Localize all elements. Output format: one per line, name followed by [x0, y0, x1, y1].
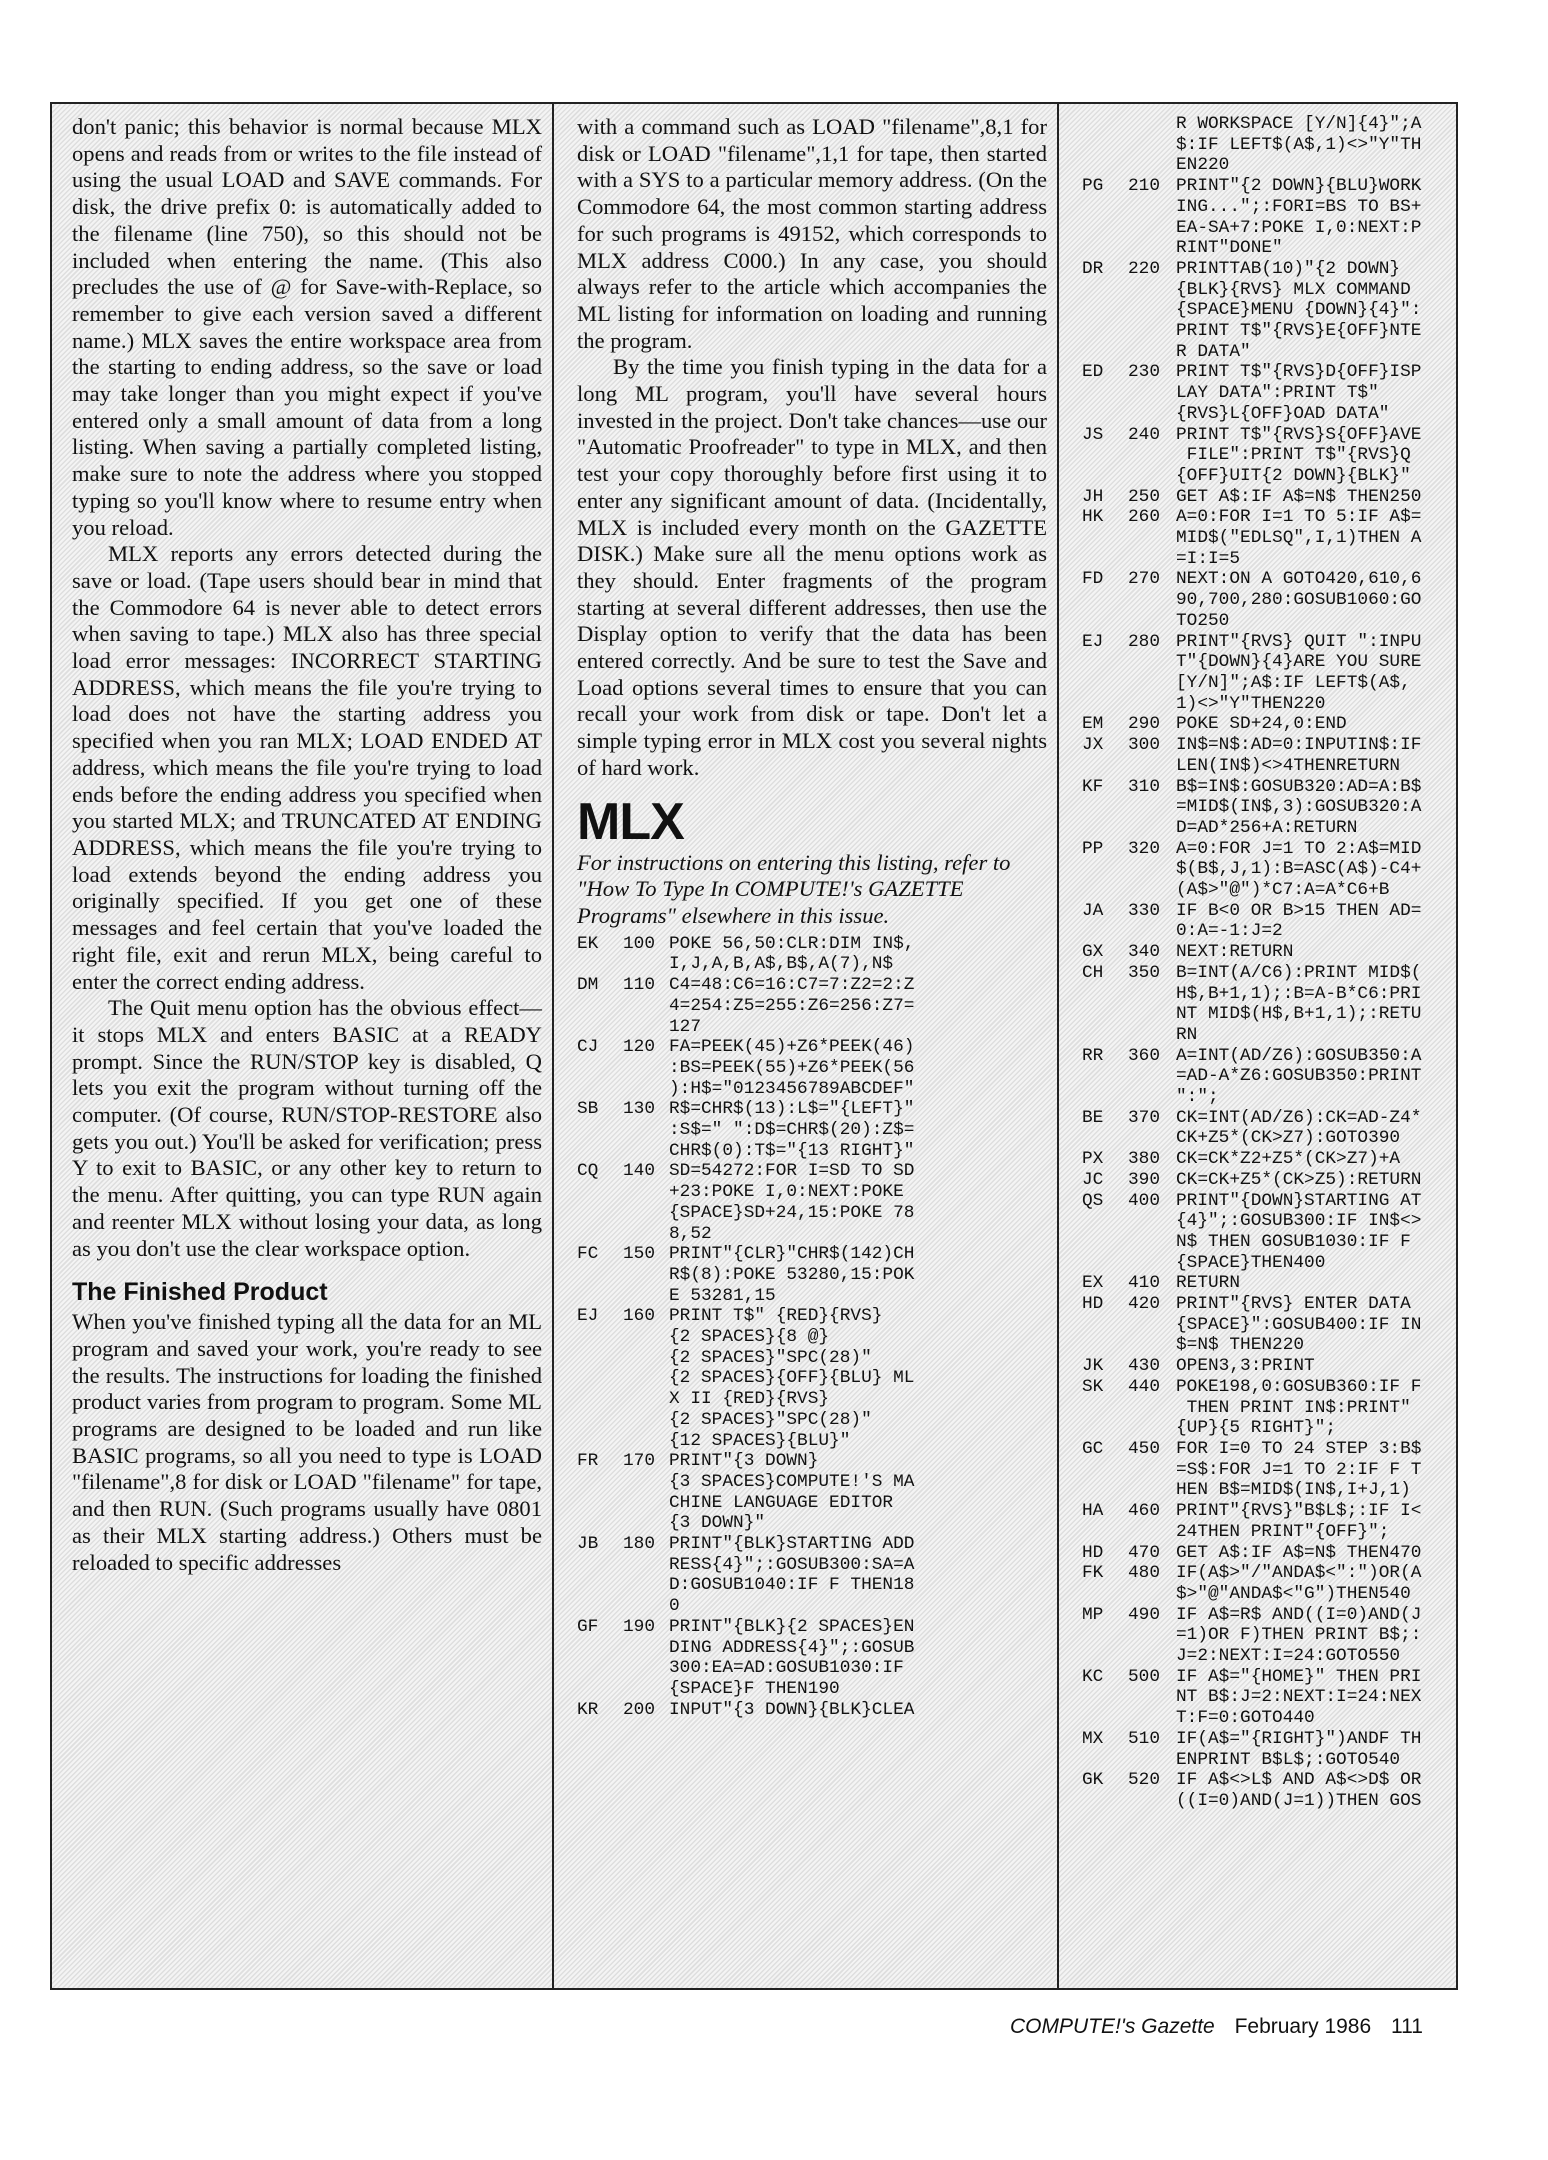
paragraph: The Quit menu option has the obvious effect—it stops MLX and enters BASIC at a READY prompt. Since the RUN/STOP key is disabled, Q lets you exit the program without turning off the computer. (Of course, RUN/STOP-RESTORE also gets you out.) You'll be asked for verification; press Y to exit to BASIC, or any other key to return to the menu. After quitting, you can type RUN again and reenter MLX without losing your data, as long as you don't use the clear workspace option.	[72, 995, 542, 1261]
code-line	[1082, 963, 1452, 1046]
code-text: A=INT(AD/Z6):GOSUB350:A =AD-A*Z6:GOSUB350:PRINT ":";	[1176, 1045, 1422, 1108]
checksum-tag: FR	[577, 1451, 599, 1472]
line-number: 350	[1128, 962, 1161, 983]
code-line	[1082, 714, 1452, 735]
column-divider-1	[552, 104, 554, 1988]
line-number: 290	[1128, 714, 1161, 735]
code-text: PRINT T$"{RVS}S{OFF}AVE FILE":PRINT T$"{RVS}Q {OFF}UIT{2 DOWN}{BLK}"	[1176, 424, 1422, 486]
line-number: 100	[623, 933, 656, 954]
line-number: 160	[623, 1306, 656, 1327]
line-number: 260	[1128, 507, 1161, 528]
line-number: 340	[1128, 942, 1161, 963]
checksum-tag: JX	[1082, 735, 1104, 756]
line-number: 120	[623, 1037, 656, 1058]
paragraph: When you've finished typing all the data for an ML program and saved your work, you're ready to see the results. The instructions for loading the finished product varies from program to program. Some ML programs are designed to be loaded and run like BASIC programs, so all you need to type is LOAD "filename",8 for disk or LOAD "filename" for tape, and then RUN. (Such programs usually have 0801 as their MLX starting address.) Others must be reloaded to specific addresses	[72, 1309, 542, 1575]
code-text: OPEN3,3:PRINT	[1176, 1356, 1315, 1377]
line-number: 170	[623, 1451, 656, 1472]
code-text: PRINT"{BLK}{2 SPACES}EN DING ADDRESS{4}";:GOSUB 300:EA=AD:GOSUB1030:IF {SPACE}F THEN190	[669, 1616, 915, 1699]
code-text: CK=INT(AD/Z6):CK=AD-Z4* CK+Z5*(CK>Z7):GOTO390	[1176, 1107, 1422, 1149]
line-number: 110	[623, 975, 656, 996]
column-divider-2	[1057, 104, 1059, 1988]
listing-instructions: For instructions on entering this listing, refer to "How To Type In COMPUTE!'s GAZETTE Programs" elsewhere in this issue.	[577, 849, 1011, 928]
code-text: R WORKSPACE [Y/N]{4}";A $:IF LEFT$(A$,1)<>"Y"TH EN220	[1176, 114, 1422, 176]
paragraph: with a command such as LOAD "filename",8,1 for disk or LOAD "filename",1,1 for tape, then started with a SYS to a particular memory address. (On the Commodore 64, the most common starting address for such programs is 49152, which corresponds to MLX address C000.) In any case, you should always refer to the article which accompanies the ML listing for information on loading and running the program.	[577, 114, 1047, 353]
checksum-tag: QS	[1082, 1190, 1104, 1211]
code-text: A=0:FOR I=1 TO 5:IF A$= MID$("EDLSQ",I,1)THEN A =I:I=5	[1176, 507, 1422, 569]
code-line	[1082, 1605, 1452, 1667]
line-number: 140	[623, 1161, 656, 1182]
issue-date: February 1986	[1234, 2015, 1372, 2038]
code-line	[577, 934, 1047, 975]
code-line	[1082, 942, 1452, 963]
code-text: IF A$=R$ AND((I=0)AND(J =1)OR F)THEN PRINT B$;: J=2:NEXT:I=24:GOTO550	[1176, 1604, 1422, 1667]
code-listing	[577, 934, 1047, 1721]
code-line	[1082, 735, 1452, 776]
line-number: 320	[1128, 838, 1161, 859]
checksum-tag: FK	[1082, 1563, 1104, 1584]
checksum-tag	[1082, 114, 1128, 176]
line-number: 510	[1128, 1728, 1161, 1749]
code-line	[577, 1161, 1047, 1244]
checksum-tag: EJ	[577, 1306, 599, 1327]
code-text: PRINT"{RVS}"B$L$;:IF I< 24THEN PRINT"{OFF}";	[1176, 1501, 1422, 1542]
line-number: 200	[623, 1699, 656, 1720]
checksum-tag: PG	[1082, 176, 1104, 197]
line-number: 230	[1128, 362, 1161, 383]
code-text: GET A$:IF A$=N$ THEN250	[1176, 486, 1422, 507]
line-number	[1128, 114, 1176, 176]
checksum-tag: EK	[577, 933, 599, 954]
checksum-tag: MP	[1082, 1604, 1104, 1625]
line-number: 400	[1128, 1190, 1161, 1211]
line-number: 220	[1128, 258, 1161, 279]
code-text: PRINT"{BLK}STARTING ADD RESS{4}";:GOSUB300:SA=A D:GOSUB1040:IF F THEN18 0	[669, 1534, 915, 1617]
code-line	[1082, 507, 1452, 569]
code-line	[1082, 1501, 1452, 1542]
checksum-tag: JC	[1082, 1169, 1104, 1190]
section-heading: The Finished Product	[72, 1278, 328, 1307]
code-line	[1082, 1729, 1452, 1770]
line-number: 450	[1128, 1439, 1161, 1459]
checksum-tag: GK	[1082, 1770, 1104, 1791]
column-1	[72, 114, 542, 1576]
checksum-tag: DM	[577, 975, 599, 996]
code-text: PRINT"{CLR}"CHR$(142)CH R$(8):POKE 53280,15:POK E 53281,15	[669, 1244, 915, 1306]
publication-name: COMPUTE!'s Gazette	[1010, 2015, 1215, 2038]
code-line	[577, 1534, 1047, 1617]
code-line	[1082, 259, 1452, 363]
code-line	[1082, 1667, 1452, 1729]
code-line	[1082, 425, 1452, 487]
listing-title: MLX	[577, 792, 684, 851]
code-line	[1082, 114, 1452, 176]
code-text: IF B<0 OR B>15 THEN AD= 0:A=-1:J=2	[1176, 900, 1422, 942]
code-line	[577, 975, 1047, 1037]
paragraph: MLX reports any errors detected during the save or load. (Tape users should bear in mind that the Commodore 64 is never able to detect errors when saving to tape.) MLX also has three special load error messages: INCORRECT STARTING ADDRESS, which means the file you're trying to load does not have the starting address you specified when you ran MLX; LOAD ENDED AT address, which means the file you're trying to load ends before the ending address you specified when you started MLX; and TRUNCATED AT ENDING ADDRESS, which means the file you're trying to load extends beyond the ending address you originally specified. If you get one of these messages and feel certain that you've loaded the right file, exit and rerun MLX, being careful to enter the correct ending address.	[72, 541, 542, 994]
code-line	[1082, 1294, 1452, 1356]
checksum-tag: DR	[1082, 258, 1104, 279]
code-text: POKE 56,50:CLR:DIM IN$, I,J,A,B,A$,B$,A(7),N$	[669, 933, 915, 975]
code-text: POKE SD+24,0:END	[1176, 714, 1347, 735]
code-line	[577, 1244, 1047, 1306]
code-text: B=INT(A/C6):PRINT MID$( H$,B+1,1);:B=A-B*C6:PRI NT MID$(H$,B+1,1);:RETU RN	[1176, 962, 1422, 1045]
checksum-tag: JS	[1082, 424, 1104, 445]
line-number: 520	[1128, 1770, 1161, 1791]
code-text: PRINT"{DOWN}STARTING AT {4}";:GOSUB300:IF IN$<> N$ THEN GOSUB1030:IF F {SPACE}THEN400	[1176, 1190, 1422, 1273]
code-text: FOR I=0 TO 24 STEP 3:B$ =S$:FOR J=1 TO 2:IF F T HEN B$=MID$(IN$,I+J,1)	[1176, 1439, 1422, 1501]
checksum-tag: CJ	[577, 1037, 599, 1058]
checksum-tag: KR	[577, 1699, 599, 1720]
code-line	[1082, 777, 1452, 839]
code-text: PRINTTAB(10)"{2 DOWN} {BLK}{RVS} MLX COMMAND {SPACE}MENU {DOWN}{4}": PRINT T$"{RVS}E{OFF}NTE R DATA"	[1176, 258, 1422, 362]
code-text: PRINT T$"{RVS}D{OFF}ISP LAY DATA":PRINT T$" {RVS}L{OFF}OAD DATA"	[1176, 362, 1422, 424]
code-line	[1082, 1149, 1452, 1170]
code-text: GET A$:IF A$=N$ THEN470	[1176, 1542, 1422, 1563]
line-number: 440	[1128, 1376, 1161, 1397]
code-text: IN$=N$:AD=0:INPUTIN$:IF LEN(IN$)<>4THENRETURN	[1176, 735, 1422, 776]
checksum-tag: JB	[577, 1534, 599, 1555]
code-line	[577, 1617, 1047, 1700]
checksum-tag: HA	[1082, 1501, 1104, 1522]
code-line	[1082, 1046, 1452, 1108]
code-line	[1082, 1439, 1452, 1501]
code-text: PRINT T$" {RED}{RVS} {2 SPACES}{8 @} {2 SPACES}"SPC(28)" {2 SPACES}{OFF}{BLU} ML X II {RED}{RVS} {2 SPACES}"SPC(28)" {12 SPACES}{BLU}"	[669, 1306, 915, 1451]
code-line	[1082, 1356, 1452, 1377]
line-number: 270	[1128, 569, 1161, 590]
page-frame	[50, 102, 1458, 1990]
code-text: FA=PEEK(45)+Z6*PEEK(46) :BS=PEEK(55)+Z6*PEEK(56 ):H$="0123456789ABCDEF"	[669, 1037, 915, 1099]
code-line	[1082, 632, 1452, 715]
checksum-tag: PP	[1082, 838, 1104, 859]
code-line	[1082, 1377, 1452, 1439]
line-number: 460	[1128, 1501, 1161, 1522]
code-line	[577, 1099, 1047, 1161]
checksum-tag: GC	[1082, 1439, 1104, 1459]
line-number: 280	[1128, 631, 1161, 652]
code-text: PRINT"{RVS} QUIT ":INPU T"{DOWN}{4}ARE YOU SURE [Y/N]";A$:IF LEFT$(A$, 1)<>"Y"THEN220	[1176, 631, 1422, 714]
line-number: 150	[623, 1244, 656, 1265]
code-line	[1082, 362, 1452, 424]
checksum-tag: CH	[1082, 962, 1104, 983]
checksum-tag: HD	[1082, 1542, 1104, 1563]
checksum-tag: EJ	[1082, 631, 1104, 652]
line-number: 250	[1128, 486, 1161, 507]
code-text: PRINT"{2 DOWN}{BLU}WORK ING...";:FORI=BS TO BS+ EA-SA+7:POKE I,0:NEXT:P RINT"DONE"	[1176, 176, 1422, 259]
line-number: 190	[623, 1616, 656, 1637]
code-text: NEXT:RETURN	[1176, 942, 1294, 963]
page-footer	[1010, 2015, 1423, 2039]
code-line	[1082, 176, 1452, 259]
code-line	[1082, 901, 1452, 942]
checksum-tag: CQ	[577, 1161, 599, 1182]
checksum-tag: JA	[1082, 900, 1104, 921]
checksum-tag: MX	[1082, 1728, 1104, 1749]
paragraph: don't panic; this behavior is normal because MLX opens and reads from or writes to the file instead of using the usual LOAD and SAVE commands. For disk, the drive prefix 0: is automatically added to the filename (line 750), so this should not be included when entering the name. (This also precludes the use of @ for Save-with-Replace, so remember to give each version saved a different name.) MLX saves the entire workspace area from the starting to ending address, so the save or load may take longer than you might expect if you've entered only a small amount of data from a long listing. When saving a partially completed listing, make sure to note the address where you stopped typing so you'll know where to resume entry when you reload.	[72, 114, 542, 540]
column-2	[577, 114, 1047, 1720]
line-number: 390	[1128, 1169, 1161, 1190]
code-text: POKE198,0:GOSUB360:IF F THEN PRINT IN$:PRINT" {UP}{5 RIGHT}";	[1176, 1376, 1422, 1439]
line-number: 240	[1128, 424, 1161, 445]
code-line	[1082, 1770, 1452, 1811]
code-text: CK=CK+Z5*(CK>Z5):RETURN	[1176, 1169, 1422, 1190]
line-number: 130	[623, 1099, 656, 1120]
code-line	[1082, 487, 1452, 508]
line-number: 310	[1128, 776, 1161, 797]
checksum-tag: ED	[1082, 362, 1104, 383]
line-number: 420	[1128, 1294, 1161, 1315]
line-number: 360	[1128, 1045, 1161, 1066]
paragraph: By the time you finish typing in the data for a long ML program, you'll have several hours invested in the project. Don't take chances—use our "Automatic Proofreader" to type in MLX, and then test your copy thoroughly before first using it to enter any significant amount of data. (Incidentally, MLX is included every month on the GAZETTE DISK.) Make sure all the menu options work as they should. Enter fragments of the program starting at several different addresses, then use the Display option to verify that the data has been entered correctly. And be sure to test the Save and Load options several times to ensure that you can recall your work from disk or tape. Don't let a simple typing error in MLX cost you several nights of hard work.	[577, 354, 1047, 780]
code-text: SD=54272:FOR I=SD TO SD +23:POKE I,0:NEXT:POKE {SPACE}SD+24,15:POKE 78 8,52	[669, 1161, 915, 1244]
code-listing	[1082, 114, 1452, 1812]
checksum-tag: RR	[1082, 1045, 1104, 1066]
line-number: 380	[1128, 1149, 1161, 1170]
checksum-tag: GX	[1082, 942, 1104, 963]
checksum-tag: JK	[1082, 1356, 1104, 1377]
code-line	[1082, 569, 1452, 631]
line-number: 500	[1128, 1666, 1161, 1687]
line-number: 330	[1128, 900, 1161, 921]
code-text: R$=CHR$(13):L$="{LEFT}" :S$=" ":D$=CHR$(20):Z$= CHR$(0):T$="{13 RIGHT}"	[669, 1099, 915, 1161]
code-line	[1082, 1543, 1452, 1564]
code-line	[577, 1306, 1047, 1451]
code-text: INPUT"{3 DOWN}{BLK}CLEA	[669, 1699, 915, 1720]
code-line	[577, 1451, 1047, 1534]
line-number: 370	[1128, 1107, 1161, 1128]
line-number: 480	[1128, 1563, 1161, 1584]
checksum-tag: FC	[577, 1244, 599, 1265]
code-text: IF(A$="{RIGHT}")ANDF TH ENPRINT B$L$;:GOTO540	[1176, 1728, 1422, 1770]
checksum-tag: GF	[577, 1616, 599, 1637]
line-number: 410	[1128, 1273, 1161, 1294]
code-text: CK=CK*Z2+Z5*(CK>Z7)+A	[1176, 1149, 1401, 1170]
code-line	[577, 1700, 1047, 1721]
code-text: A=0:FOR J=1 TO 2:A$=MID $(B$,J,1):B=ASC(A$)-C4+ (A$>"@")*C7:A=A*C6+B	[1176, 838, 1422, 901]
code-text: PRINT"{RVS} ENTER DATA {SPACE}":GOSUB400:IF IN $=N$ THEN220	[1176, 1294, 1422, 1356]
code-text: IF(A$>"/"ANDA$<":")OR(A $>"@"ANDA$<"G")THEN540	[1176, 1563, 1422, 1604]
code-text: RETURN	[1176, 1273, 1241, 1294]
checksum-tag: KC	[1082, 1666, 1104, 1687]
checksum-tag: SK	[1082, 1376, 1104, 1397]
code-line	[1082, 1563, 1452, 1604]
line-number: 300	[1128, 735, 1161, 756]
code-text: B$=IN$:GOSUB320:AD=A:B$ =MID$(IN$,3):GOSUB320:A D=AD*256+A:RETURN	[1176, 776, 1422, 838]
code-line	[1082, 1273, 1452, 1294]
checksum-tag: HK	[1082, 507, 1104, 528]
line-number: 430	[1128, 1356, 1161, 1377]
code-text: IF A$<>L$ AND A$<>D$ OR ((I=0)AND(J=1))THEN GOS	[1176, 1770, 1422, 1811]
line-number: 180	[623, 1534, 656, 1555]
line-number: 490	[1128, 1604, 1161, 1625]
code-line	[1082, 1191, 1452, 1274]
code-line	[1082, 839, 1452, 901]
code-text: IF A$="{HOME}" THEN PRI NT B$:J=2:NEXT:I=24:NEX T:F=0:GOTO440	[1176, 1666, 1422, 1729]
checksum-tag: EM	[1082, 714, 1104, 735]
checksum-tag: HD	[1082, 1294, 1104, 1315]
checksum-tag: FD	[1082, 569, 1104, 590]
code-line	[577, 1037, 1047, 1099]
code-text: PRINT"{3 DOWN} {3 SPACES}COMPUTE!'S MA CHINE LANGUAGE EDITOR {3 DOWN}"	[669, 1451, 915, 1534]
checksum-tag: PX	[1082, 1149, 1104, 1170]
code-line	[1082, 1108, 1452, 1149]
column-3	[1082, 114, 1452, 1812]
page-number: 111	[1391, 2015, 1423, 2038]
line-number: 210	[1128, 176, 1161, 197]
checksum-tag: EX	[1082, 1273, 1104, 1294]
checksum-tag: KF	[1082, 776, 1104, 797]
code-text: C4=48:C6=16:C7=7:Z2=2:Z 4=254:Z5=255:Z6=256:Z7= 127	[669, 975, 915, 1037]
checksum-tag: SB	[577, 1099, 599, 1120]
checksum-tag: BE	[1082, 1107, 1104, 1128]
code-line	[1082, 1170, 1452, 1191]
line-number: 470	[1128, 1542, 1161, 1563]
checksum-tag: JH	[1082, 486, 1104, 507]
code-text: NEXT:ON A GOTO420,610,6 90,700,280:GOSUB1060:GO TO250	[1176, 569, 1422, 631]
